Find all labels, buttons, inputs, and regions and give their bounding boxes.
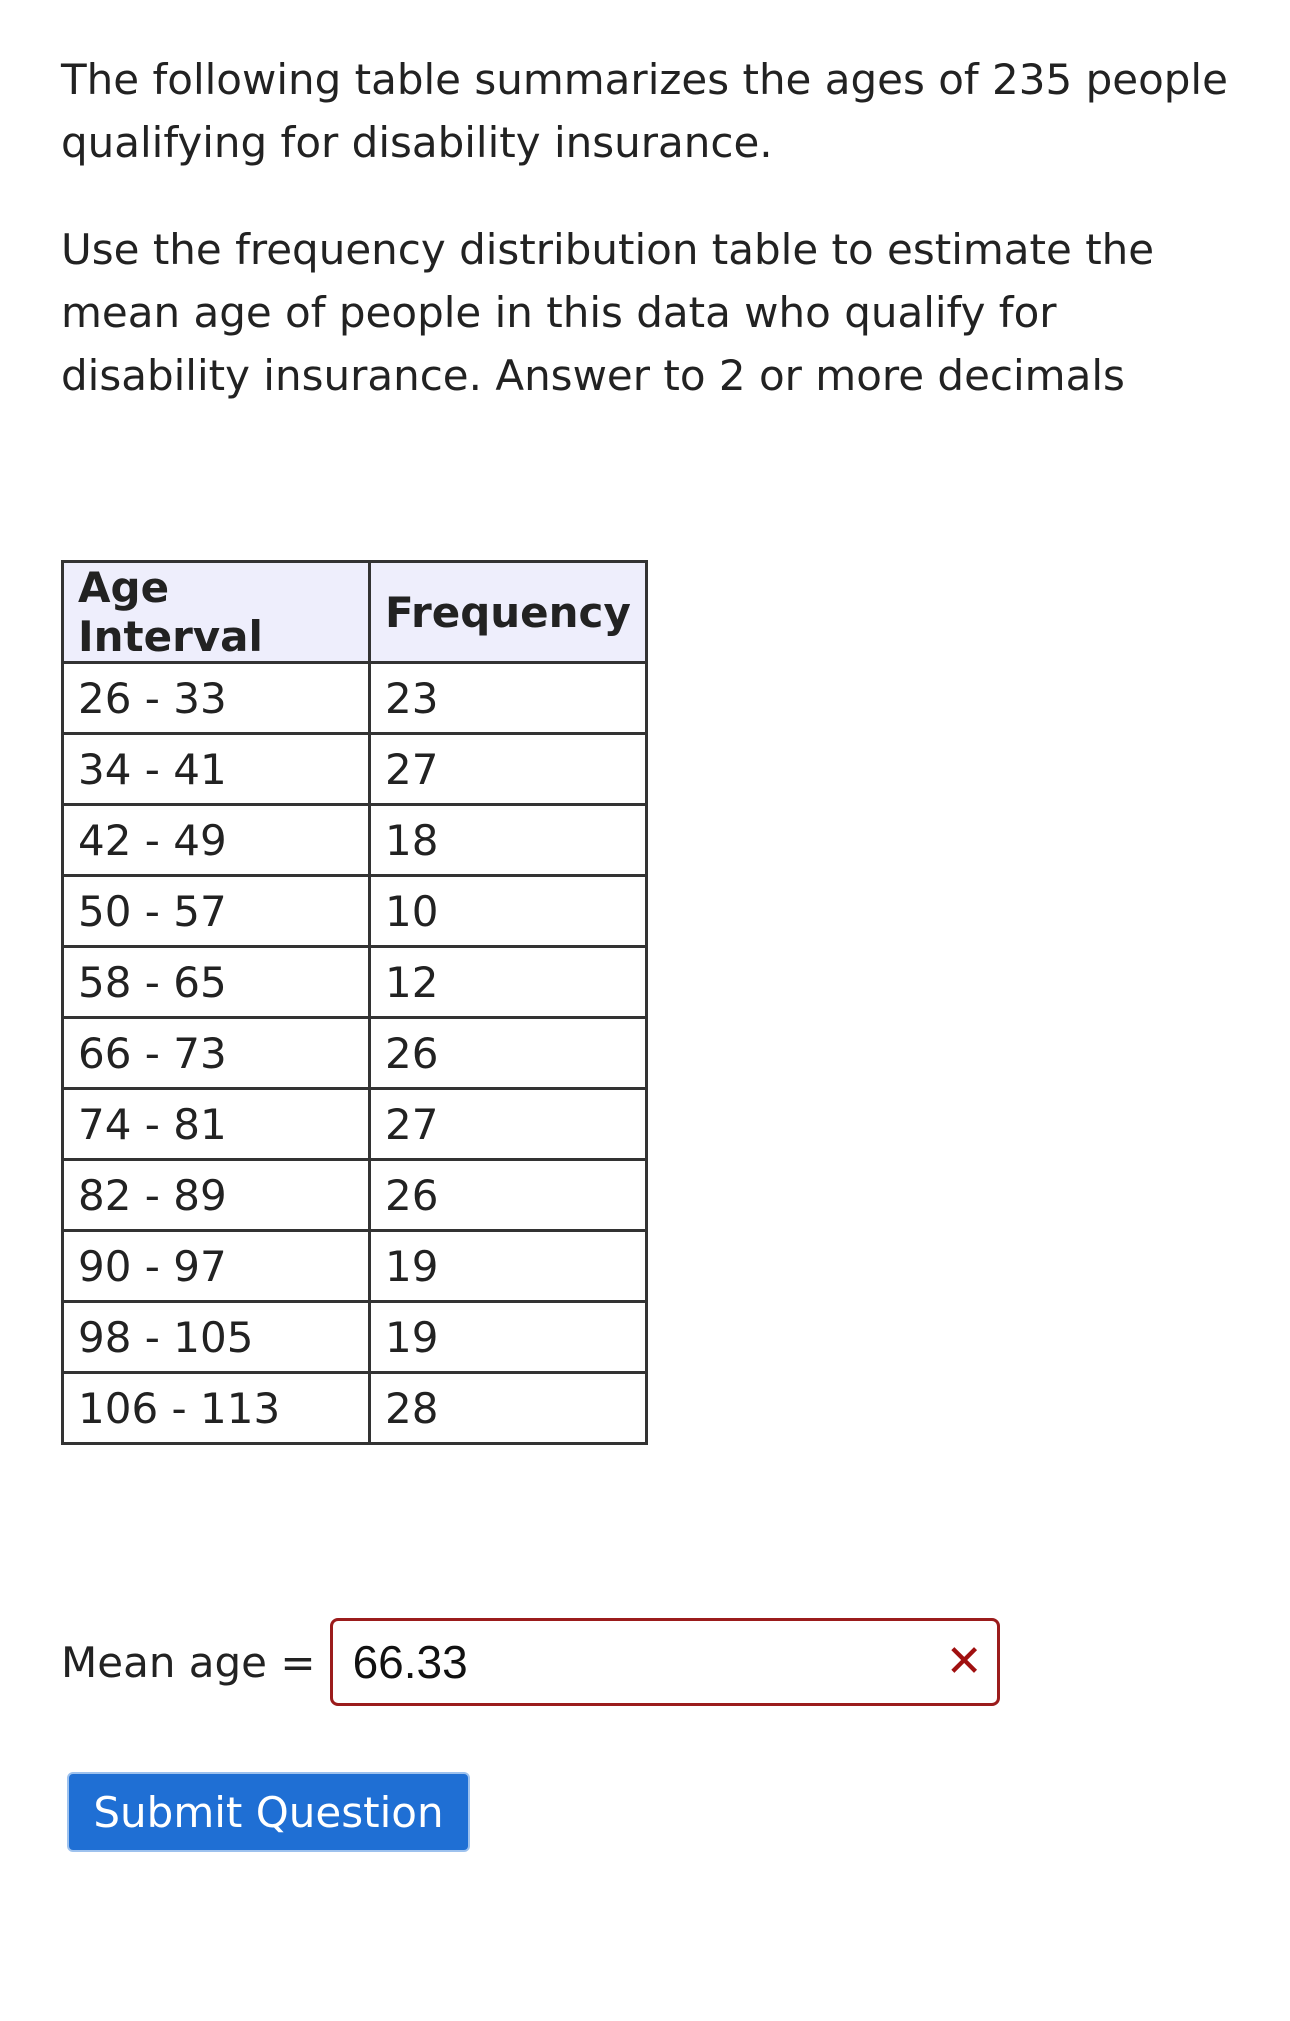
- frequency-cell: 18: [370, 805, 647, 876]
- table-header-row: [63, 562, 647, 663]
- frequency-cell: 27: [370, 734, 647, 805]
- frequency-cell: 23: [370, 663, 647, 734]
- table-row: [63, 1160, 647, 1231]
- age-interval-cell: 58 - 65: [63, 947, 370, 1018]
- age-interval-cell: 34 - 41: [63, 734, 370, 805]
- age-interval-cell: 98 - 105: [63, 1302, 370, 1373]
- frequency-table: [61, 560, 648, 1445]
- age-interval-cell: 26 - 33: [63, 663, 370, 734]
- table-row: [63, 805, 647, 876]
- frequency-cell: 27: [370, 1089, 647, 1160]
- frequency-cell: 28: [370, 1373, 647, 1444]
- age-interval-cell: 82 - 89: [63, 1160, 370, 1231]
- table-row: [63, 876, 647, 947]
- frequency-cell: 10: [370, 876, 647, 947]
- age-interval-cell: 90 - 97: [63, 1231, 370, 1302]
- x-mark-icon: ✕: [945, 1636, 983, 1687]
- table-row: [63, 1373, 647, 1444]
- age-interval-cell: 106 - 113: [63, 1373, 370, 1444]
- age-interval-cell: 42 - 49: [63, 805, 370, 876]
- table-row: [63, 1089, 647, 1160]
- frequency-cell: 19: [370, 1302, 647, 1373]
- submit-question-button[interactable]: Submit Question: [67, 1772, 470, 1852]
- mean-age-answer-box[interactable]: [330, 1618, 1000, 1706]
- age-interval-cell: 74 - 81: [63, 1089, 370, 1160]
- question-intro: The following table summarizes the ages of 235 people qualifying for disability insurance.: [61, 55, 1228, 167]
- table-row: [63, 1018, 647, 1089]
- table-row: [63, 734, 647, 805]
- frequency-cell: 26: [370, 1160, 647, 1231]
- question-instruction: Use the frequency distribution table to estimate the mean age of people in this data who qualify for disability insurance. Answer to 2 or more decimals: [61, 225, 1155, 400]
- mean-age-input[interactable]: [353, 1635, 913, 1689]
- age-interval-cell: 50 - 57: [63, 876, 370, 947]
- frequency-cell: 12: [370, 947, 647, 1018]
- age-interval-cell: 66 - 73: [63, 1018, 370, 1089]
- table-row: [63, 947, 647, 1018]
- header-age-interval: Age Interval: [63, 562, 370, 663]
- header-frequency: Frequency: [370, 562, 647, 663]
- table-row: [63, 1302, 647, 1373]
- question-text: [61, 48, 1241, 407]
- frequency-cell: 19: [370, 1231, 647, 1302]
- frequency-cell: 26: [370, 1018, 647, 1089]
- table-row: [63, 1231, 647, 1302]
- mean-age-label: Mean age =: [61, 1637, 316, 1687]
- answer-row: [61, 1618, 1000, 1706]
- table-row: [63, 663, 647, 734]
